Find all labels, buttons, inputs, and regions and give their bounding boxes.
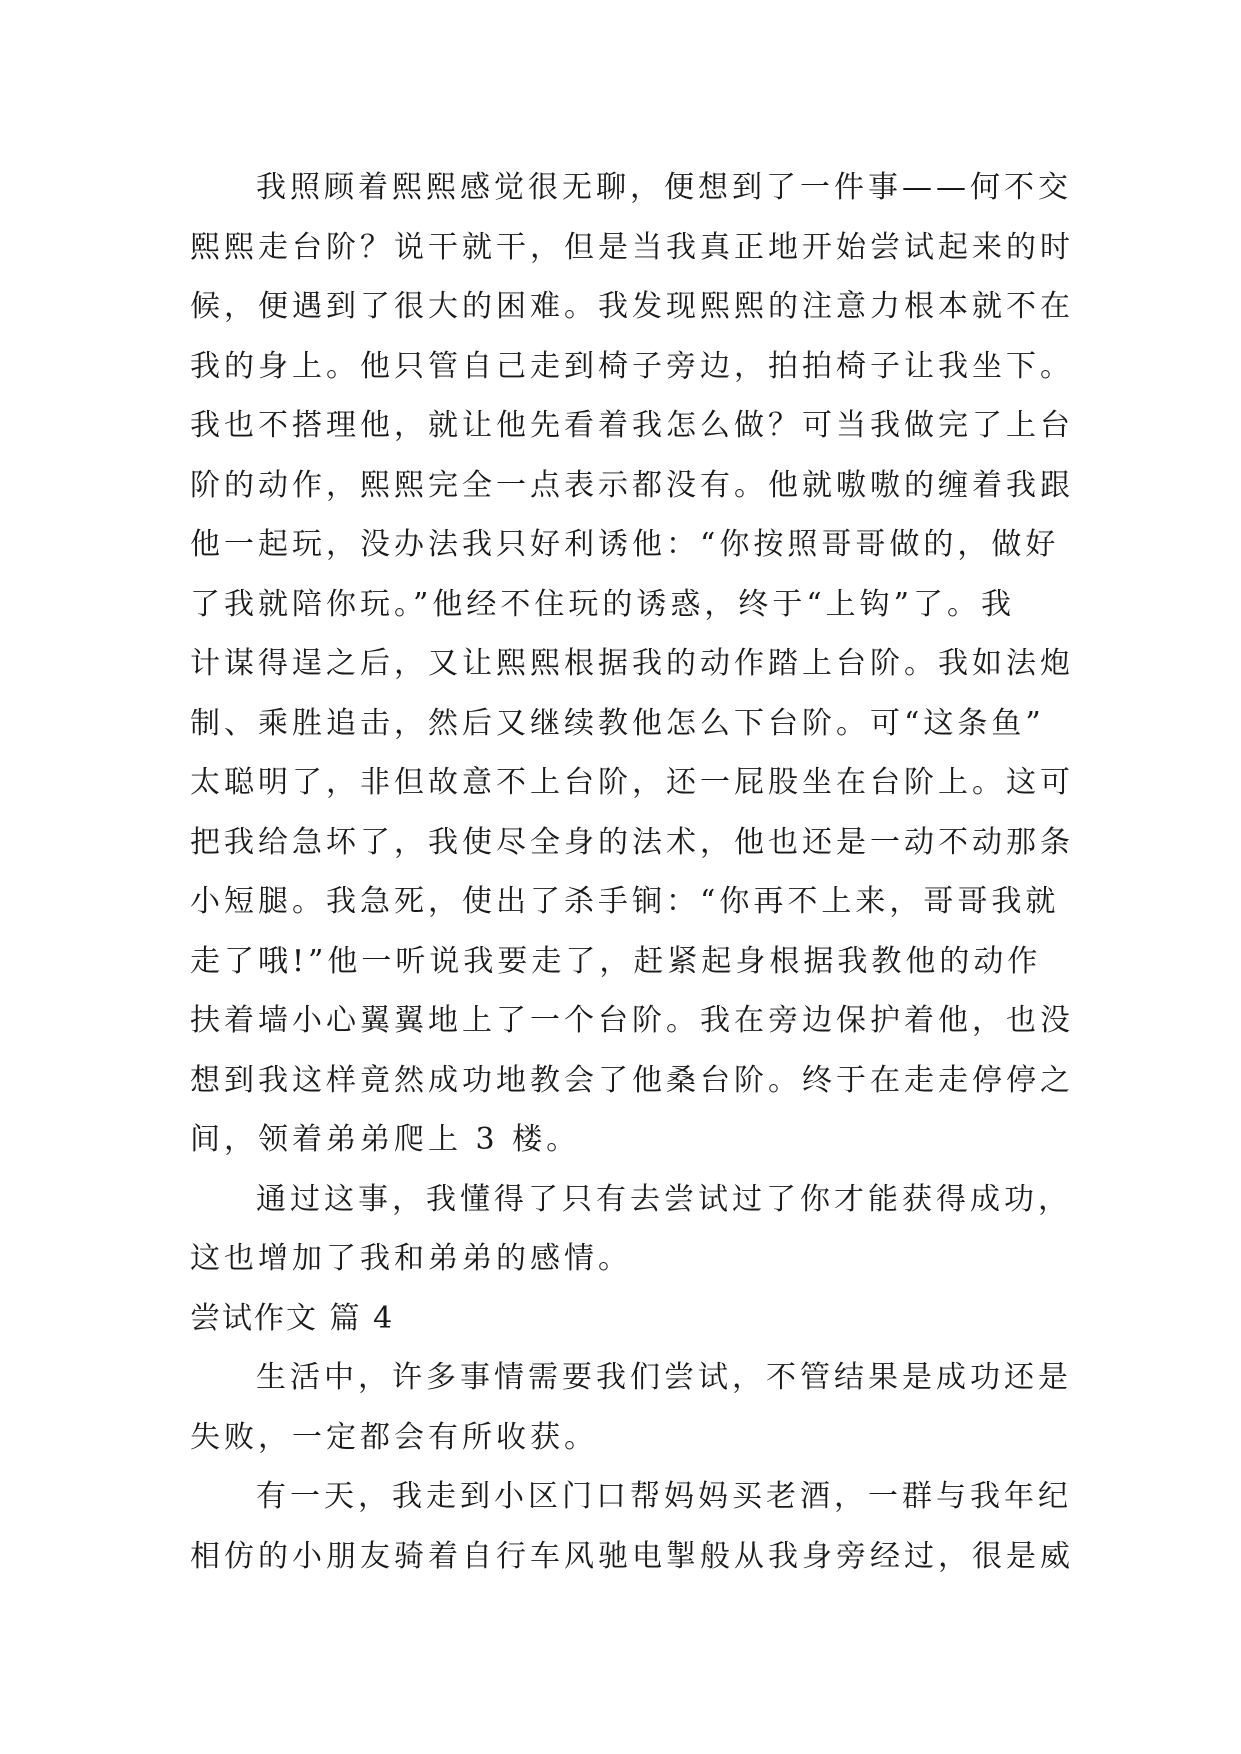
paragraph-line: 小短腿。我急死，使出了杀手锏：“你再不上来，哥哥我就 xyxy=(190,884,1060,919)
paragraph-line: 走了哦!”他一听说我要走了，赶紧起身根据我教他的动作 xyxy=(190,943,1042,979)
paragraph-line: 他一起玩，没办法我只好利诱他：“你按照哥哥做的，做好 xyxy=(190,527,1060,562)
paragraph-line: 把我给急坏了，我使尽全身的法术，他也还是一动不动那条 xyxy=(190,824,1074,860)
paragraph-line: 想到我这样竟然成功地教会了他桑台阶。终于在走走停停之 xyxy=(190,1062,1074,1098)
document-body xyxy=(190,158,1074,1586)
paragraph-line: 计谋得逞之后，又让熙熙根据我的动作踏上台阶。我如法炮 xyxy=(190,646,1074,681)
section-heading: 尝试作文 篇 4 xyxy=(190,1300,395,1336)
paragraph-line: 太聪明了，非但故意不上台阶，还一屁股坐在台阶上。这可 xyxy=(190,765,1074,800)
paragraph-line: 制、乘胜追击，然后又继续教他怎么下台阶。可“这条鱼” xyxy=(190,705,1045,741)
paragraph-line: 我也不搭理他，就让他先看着我怎么做？可当我做完了上台 xyxy=(190,408,1074,443)
paragraph-line: 了我就陪你玩。”他经不住玩的诱惑，终于“上钩”了。我 xyxy=(190,586,1016,622)
paragraph-line: 有一天，我走到小区门口帮妈妈买老酒，一群与我年纪 xyxy=(256,1479,1072,1514)
paragraph-line: 阶的动作，熙熙完全一点表示都没有。他就嗷嗷的缠着我跟 xyxy=(190,467,1074,503)
paragraph-line: 我的身上。他只管自己走到椅子旁边，拍拍椅子让我坐下。 xyxy=(190,348,1074,384)
paragraph-line: 生活中，许多事情需要我们尝试，不管结果是成功还是 xyxy=(256,1360,1072,1395)
paragraph-line: 失败，一定都会有所收获。 xyxy=(190,1419,598,1455)
paragraph-line: 相仿的小朋友骑着自行车风驰电掣般从我身旁经过，很是威 xyxy=(190,1538,1074,1574)
paragraph-line: 扶着墙小心翼翼地上了一个台阶。我在旁边保护着他，也没 xyxy=(190,1003,1074,1038)
paragraph-line: 候，便遇到了很大的困难。我发现熙熙的注意力根本就不在 xyxy=(190,289,1074,324)
paragraph-line: 间，领着弟弟爬上 3 楼。 xyxy=(190,1122,581,1157)
paragraph-line: 这也增加了我和弟弟的感情。 xyxy=(190,1241,632,1276)
paragraph-line: 熙熙走台阶？说干就干，但是当我真正地开始尝试起来的时 xyxy=(190,229,1074,265)
paragraph-line: 我照顾着熙熙感觉很无聊，便想到了一件事——何不交 xyxy=(256,170,1072,205)
paragraph-line: 通过这事，我懂得了只有去尝试过了你才能获得成功， xyxy=(256,1181,1072,1217)
